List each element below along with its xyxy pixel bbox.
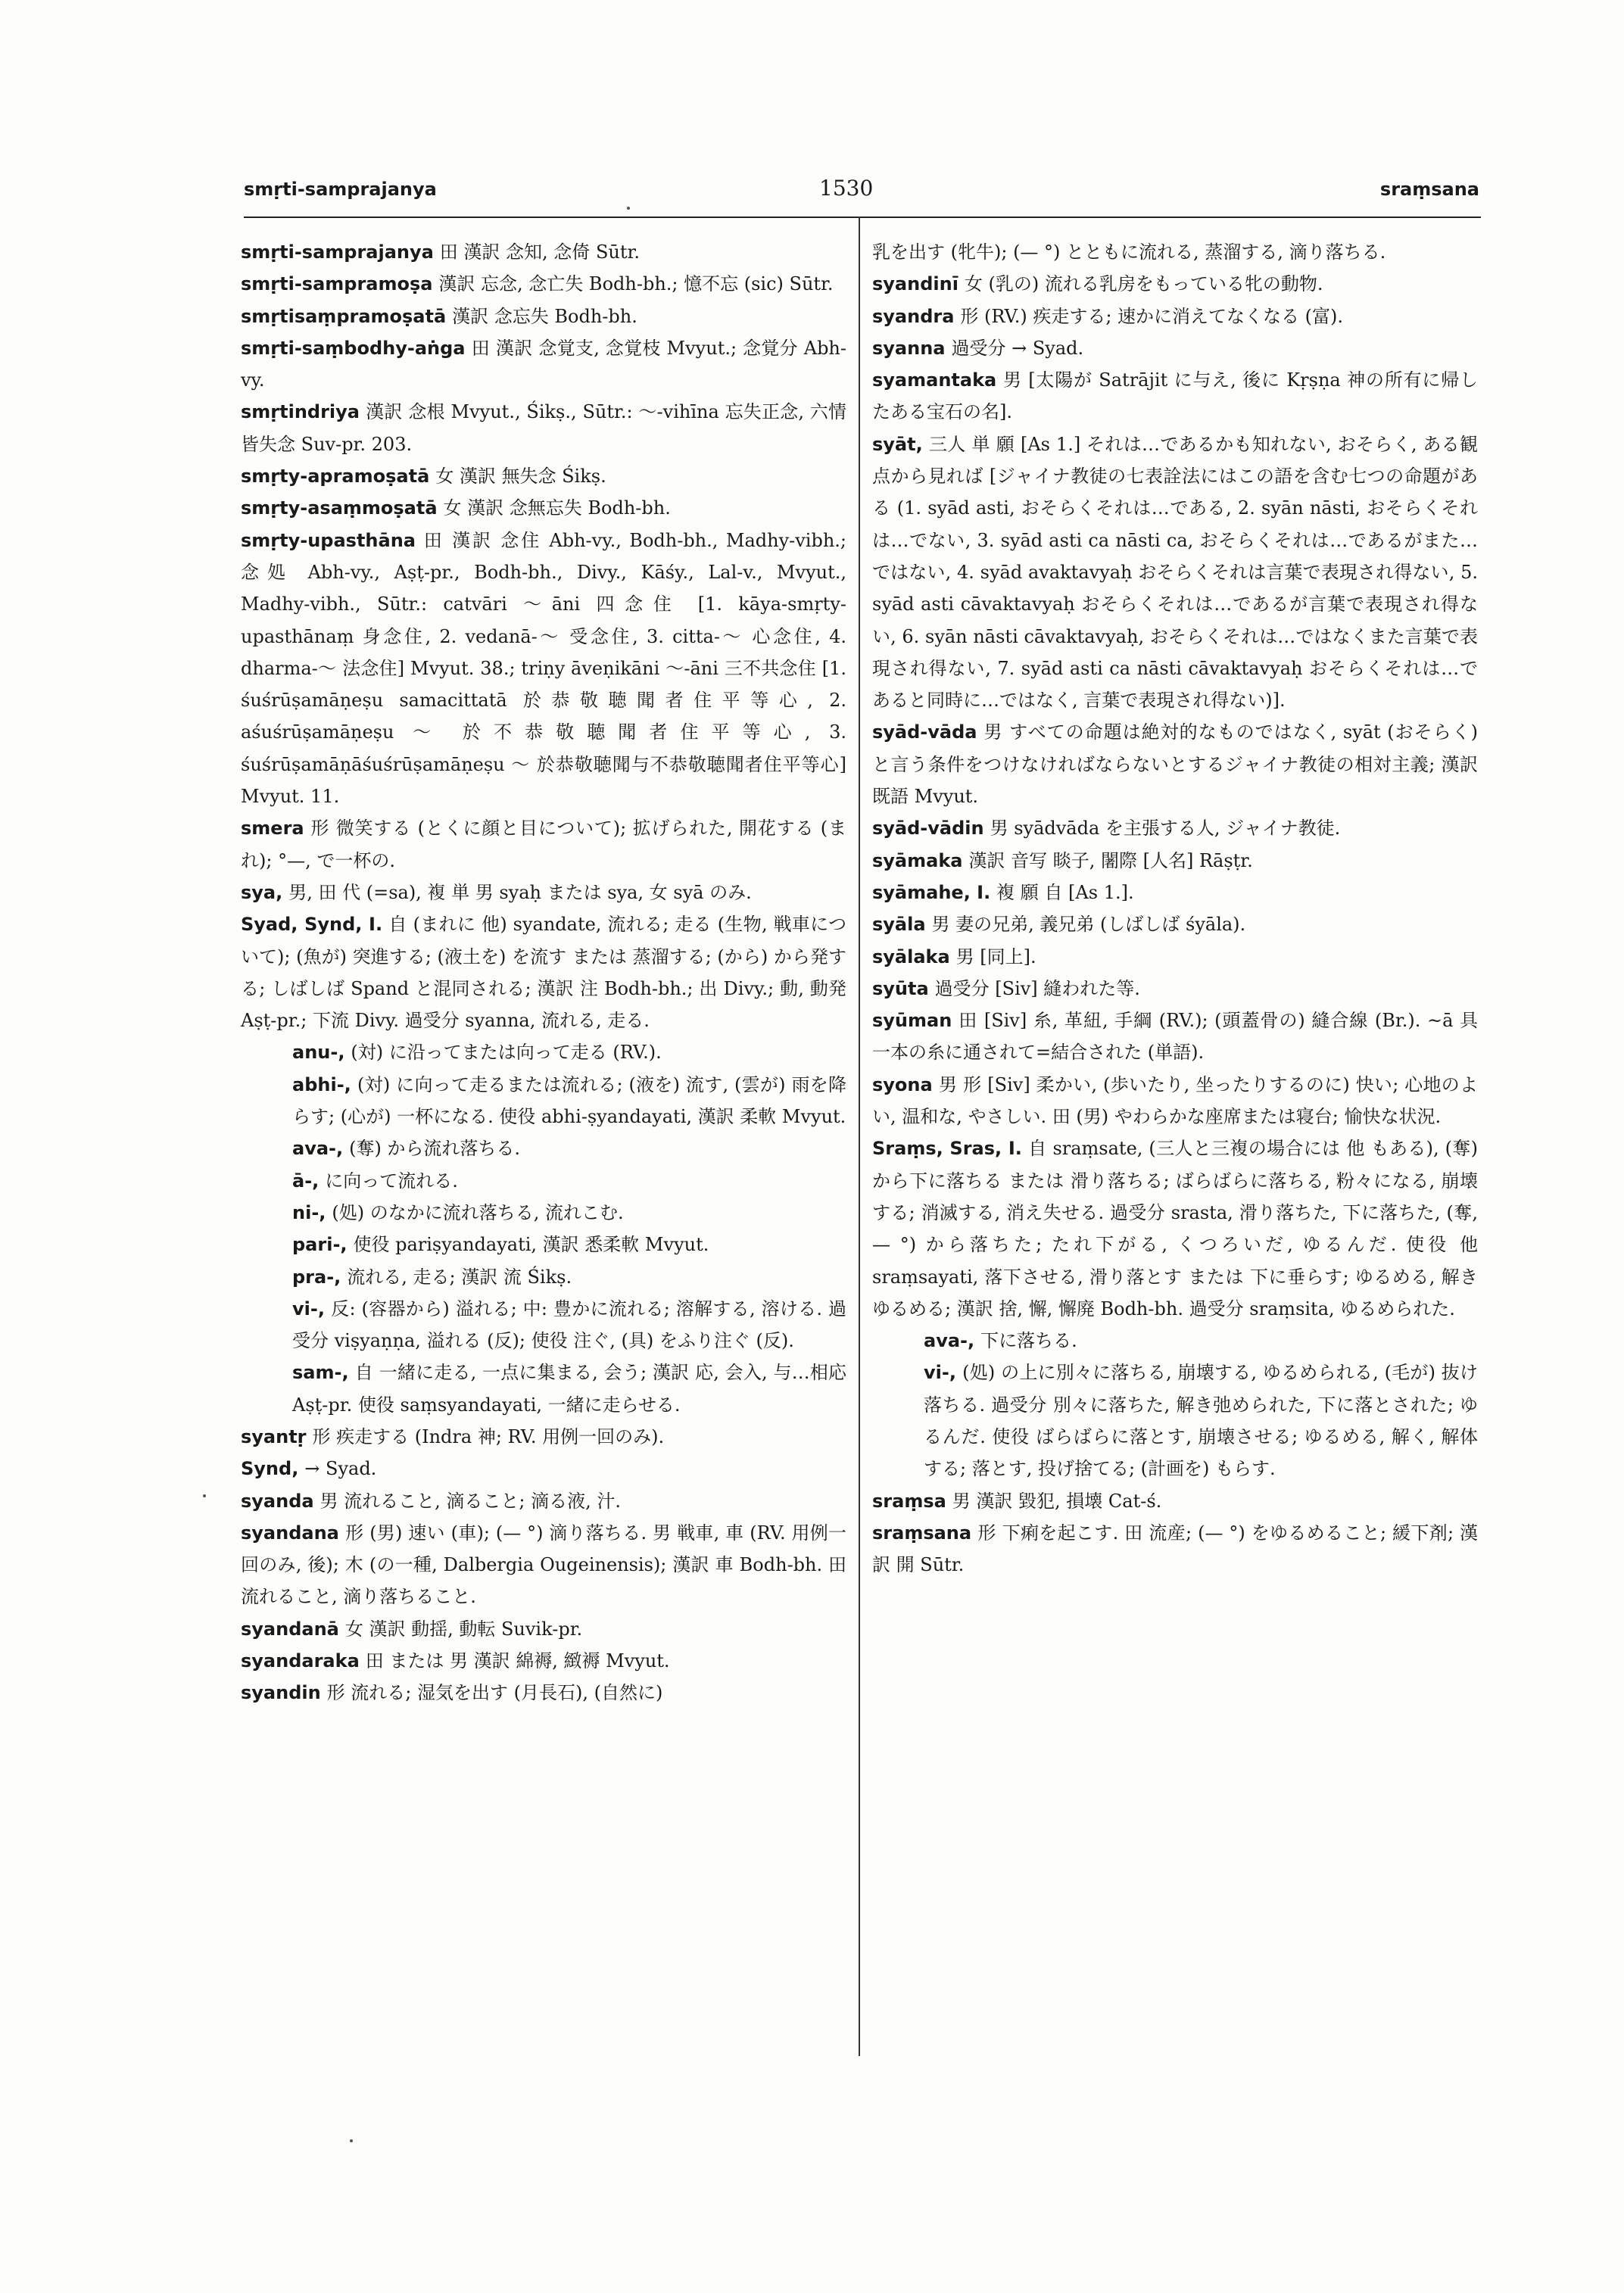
dictionary-entry	[241, 1453, 846, 1485]
dictionary-entry	[872, 845, 1478, 877]
headword: smṛty-apramoṣatā	[241, 466, 430, 488]
entry-definition: 自 (まれに 他) syandate, 流れる; 走る (生物, 戦車について); (魚が) 突進する; (液土を) を流す または 蒸溜する; (から) から発する; しばしば Spand と混同される; 漢訳 注 Bodh-bh.; 出 Divy.; 動, 動発 Aṣṭ-pr.; 下流 Divy. 過受分 syanna, 流れる, 走る.	[241, 914, 846, 1032]
headword: syamantaka	[872, 369, 997, 391]
entry-definition: 女 (乳の) 流れる乳房をもっている牝の動物.	[964, 273, 1323, 295]
entry-definition: 女 漢訳 念無忘失 Bodh-bh.	[443, 497, 671, 519]
headword: sraṃsana	[872, 1522, 972, 1544]
entry-definition: 形 微笑する (とくに顔と目について); 拡げられた, 開花する (まれ); °—, で一杯の.	[241, 818, 846, 871]
entry-definition: (対) に沿ってまたは向って走る (RV.).	[351, 1042, 662, 1064]
entry-definition: 自 sraṃsate, (三人と三複の場合には 他 もある), (奪) から下に落ちる または 滑り落ちる; ばらばらに落ちる, 粉々になる, 崩壊する; 消滅する, 消え失せる. 過受分 srasta, 滑り落ちた, 下に落ちた, (奪, — °) から落ちた; たれ下がる, くつろいだ, ゆるんだ. 使役 他 sraṃsayati, 落下させる, 滑り落とす または 下に垂らす; ゆるめる, 解きゆるめる; 漢訳 捨, 懈, 懈廃 Bodh-bh. 過受分 sraṃsita, ゆるめられた.	[872, 1138, 1478, 1319]
entry-definition: に向って流れる.	[325, 1170, 458, 1192]
dictionary-entry	[241, 1421, 846, 1453]
entry-definition: 男 [太陽が Satrājit に与え, 後に Kṛṣṇa 神の所有に帰したある宝石の名].	[872, 369, 1479, 423]
dictionary-entry	[241, 1613, 846, 1645]
dictionary-subentry	[872, 1357, 1478, 1485]
headword: syāmaka	[872, 849, 963, 871]
dictionary-entry	[241, 492, 846, 524]
dictionary-subentry	[872, 1325, 1478, 1357]
entry-definition: (奪) から流れ落ちる.	[349, 1138, 521, 1160]
headword: syandanā	[241, 1618, 339, 1640]
entry-definition: 女 漢訳 無失念 Śikṣ.	[435, 466, 606, 488]
dictionary-entry	[872, 332, 1478, 364]
entry-definition: 男, 田 代 (=sa), 複 単 男 syaḥ または sya, 女 syā のみ.	[288, 881, 752, 903]
running-head-left: smṛti-samprajanya	[244, 179, 437, 200]
entry-definition: 形 流れる; 湿気を出す (月長石), (自然に)	[326, 1682, 663, 1704]
headword: syālaka	[872, 946, 950, 967]
entry-definition: (処) の上に別々に落ちる, 崩壊する, ゆるめられる, (毛が) 抜け落ちる. 過受分 別々に落ちた, 解き弛められた, 下に落とされた; ゆるんだ. 使役 ばらばらに落とす, 崩壊させる; ゆるめる, 解く, 解体する; 落とす, 投げ捨てる; (計画を) もらす.	[924, 1362, 1479, 1480]
headword: syantṛ	[241, 1425, 307, 1447]
dictionary-entry	[872, 1069, 1478, 1133]
dictionary-entry	[241, 1677, 846, 1709]
headword: syandaraka	[241, 1650, 360, 1672]
headword: smṛtisaṃpramoṣatā	[241, 305, 447, 327]
dictionary-entry	[241, 236, 846, 268]
headword: smṛty-asaṃmoṣatā	[241, 497, 438, 519]
entry-definition: 田 または 男 漢訳 綿褥, 緻褥 Mvyut.	[365, 1650, 670, 1672]
dictionary-subentry	[241, 1069, 846, 1133]
entry-definition: 形 下痢を起こす. 田 流産; (— °) をゆるめること; 緩下剤; 漢訳 開 Sūtr.	[872, 1522, 1478, 1576]
dictionary-entry	[241, 396, 846, 460]
dictionary-entry	[872, 973, 1478, 1005]
entry-definition: 形 (RV.) 疾走する; 速かに消えてなくなる (富).	[960, 305, 1344, 327]
headword: ā-,	[292, 1170, 320, 1192]
headword: smṛti-saṃbodhy-aṅga	[241, 337, 466, 359]
scan-speck	[350, 2139, 353, 2142]
headword: vi-,	[292, 1298, 325, 1319]
dictionary-subentry	[241, 1229, 846, 1260]
entry-definition: 三人 単 願 [As 1.] それは…であるかも知れない, おそらく, ある観点から見れば [ジャイナ教徒の七表詮法にはこの語を含む七つの命題がある (1. syād asti, おそらくそれは…である, 2. syān nāsti, おそらくそれは…でない, 3. syād asti ca nāsti ca, おそらくそれは…であるがまた…ではない, 4. syād avaktavyaḥ おそらくそれは言葉で表現され得ない, 5. syād asti cāvaktavyaḥ おそらくそれは…であるが言葉で表現され得ない, 6. syān nāsti cāvaktavyaḥ, おそらくそれは…ではなくまた言葉で表現され得ない, 7. syād asti ca nāsti cāvaktavyaḥ おそらくそれは…であると同時に…ではなく, 言葉で表現され得ない)].	[872, 433, 1478, 712]
headword: smṛti-samprajanya	[241, 241, 434, 263]
headword: Sraṃs, Sras, I.	[872, 1138, 1022, 1160]
entry-definition: 男 [同上].	[955, 946, 1036, 967]
dictionary-entry	[872, 877, 1478, 908]
headword: syandin	[241, 1682, 321, 1704]
entry-definition: 男 妻の兄弟, 義兄弟 (しばしば śyāla).	[931, 914, 1246, 936]
headword: syanda	[241, 1490, 314, 1512]
entry-definition: (処) のなかに流れ落ちる, 流れこむ.	[332, 1201, 624, 1223]
entry-definition: 男 漢訳 毀犯, 損壊 Cat-ś.	[952, 1490, 1162, 1512]
scan-speck	[203, 1494, 206, 1497]
entry-definition: 男 syādvāda を主張する人, ジャイナ教徒.	[990, 818, 1341, 840]
dictionary-entry	[241, 877, 846, 908]
dictionary-entry	[872, 268, 1478, 300]
right-column	[872, 236, 1478, 1581]
entry-definition: 田 漢訳 念知, 念倚 Sūtr.	[439, 241, 640, 263]
dictionary-entry	[241, 1517, 846, 1613]
dictionary-subentry	[241, 1132, 846, 1164]
headword: syandra	[872, 305, 955, 327]
entry-definition: 複 願 自 [As 1.].	[996, 881, 1134, 903]
dictionary-subentry	[241, 1293, 846, 1357]
dictionary-entry	[241, 460, 846, 492]
entry-definition: 自 一緒に走る, 一点に集まる, 会う; 漢訳 応, 会入, 与…相応 Aṣṭ-pr. 使役 saṃsyandayati, 一緒に走らせる.	[292, 1362, 846, 1416]
headword: abhi-,	[292, 1073, 351, 1095]
headword: smṛtindriya	[241, 401, 360, 423]
entry-definition: 田 [Siv] 糸, 革紐, 手綱 (RV.); (頭蓋骨の) 縫合線 (Br.). ~ā 具 一本の糸に通されて=結合された (単語).	[872, 1010, 1479, 1064]
headword: ava-,	[292, 1138, 344, 1160]
dictionary-entry	[872, 364, 1478, 428]
headword: syona	[872, 1073, 933, 1095]
dictionary-entry	[872, 1517, 1478, 1581]
entry-definition: 過受分 [Siv] 縫われた等.	[934, 977, 1140, 999]
entry-definition: 女 漢訳 動揺, 動転 Suvik-pr.	[344, 1618, 583, 1640]
entry-definition: 形 (男) 速い (車); (— °) 滴り落ちる. 男 戦車, 車 (RV. 用例一回のみ, 後); 木 (の一種, Dalbergia Ougeinensis); 漢訳 車 Bodh-bh. 田 流れること, 滴り落ちること.	[241, 1522, 846, 1608]
headword: ni-,	[292, 1201, 326, 1223]
header-rule	[244, 217, 1481, 218]
entry-definition: → Syad.	[304, 1458, 377, 1480]
dictionary-entry	[872, 1132, 1478, 1325]
entry-definition: 形 疾走する (Indra 神; RV. 用例一回のみ).	[312, 1425, 665, 1447]
dictionary-subentry	[241, 1197, 846, 1229]
headword: syād-vāda	[872, 721, 977, 743]
dictionary-subentry	[241, 1357, 846, 1421]
dictionary-entry	[241, 268, 846, 300]
entry-definition: 使役 pariṣyandayati, 漢訳 悉柔軟 Mvyut.	[353, 1234, 709, 1256]
dictionary-entry	[241, 812, 846, 877]
headword: syūta	[872, 977, 929, 999]
entry-definition: 流れる, 走る; 漢訳 流 Śikṣ.	[347, 1266, 572, 1288]
headword: syūman	[872, 1010, 952, 1032]
dictionary-entry	[241, 332, 846, 397]
headword: anu-,	[292, 1042, 345, 1064]
entry-definition: 男 すべての命題は絶対的なものではなく, syāt (おそらく) と言う条件をつけなければならないとするジャイナ教徒の相対主義; 漢訳 既語 Mvyut.	[872, 721, 1478, 808]
entry-definition: 田 漢訳 念覚支, 念覚枝 Mvyut.; 念覚分 Abh-vy.	[241, 337, 846, 391]
headword: Synd,	[241, 1458, 299, 1480]
dictionary-entry	[872, 812, 1478, 844]
dictionary-entry	[241, 301, 846, 332]
column-divider	[859, 217, 860, 2056]
headword: syād-vādin	[872, 818, 984, 840]
headword: sraṃsa	[872, 1490, 946, 1512]
dictionary-entry	[872, 941, 1478, 973]
headword: sam-,	[292, 1362, 349, 1384]
headword: smera	[241, 818, 304, 840]
headword: Syad, Synd, I.	[241, 914, 383, 936]
dictionary-entry	[241, 908, 846, 1036]
dictionary-entry	[872, 301, 1478, 332]
dictionary-entry	[241, 1645, 846, 1677]
dictionary-entry	[872, 1005, 1478, 1069]
dictionary-entry	[872, 236, 1478, 268]
entry-definition: 男 流れること, 滴ること; 滴る液, 汁.	[320, 1490, 622, 1512]
left-column	[241, 236, 846, 1709]
headword: vi-,	[924, 1362, 956, 1384]
running-head-right: sraṃsana	[1379, 179, 1479, 200]
entry-definition: 漢訳 音写 睒子, 闍際 [人名] Rāṣṭr.	[968, 849, 1253, 871]
dictionary-entry	[241, 1485, 846, 1517]
dictionary-entry	[872, 428, 1478, 717]
entry-definition: 反: (容器から) 溢れる; 中: 豊かに流れる; 溶解する, 溶ける. 過受分 viṣyaṇṇa, 溢れる (反); 使役 注ぐ, (具) をふり注ぐ (反).	[292, 1298, 846, 1352]
entry-definition: 下に落ちる.	[980, 1330, 1077, 1352]
headword: syāmahe, I.	[872, 881, 991, 903]
entry-definition: 漢訳 念忘失 Bodh-bh.	[452, 305, 637, 327]
scan-speck	[627, 207, 630, 210]
headword: syandana	[241, 1522, 339, 1544]
entry-definition: 漢訳 忘念, 念亡失 Bodh-bh.; 憶不忘 (sic) Sūtr.	[438, 273, 834, 295]
dictionary-subentry	[241, 1165, 846, 1197]
dictionary-subentry	[241, 1036, 846, 1068]
entry-definition: 田 漢訳 念住 Abh-vy., Bodh-bh., Madhy-vibh.; 念処 Abh-vy., Aṣṭ-pr., Bodh-bh., Divy., Kāśy., Lal-v., Mvyut., Madhy-vibh., Sūtr.: catvāri ～āni 四念住 [1. kāya-smṛty-upasthānaṃ 身念住, 2. vedanā-～ 受念住, 3. citta-～ 心念住, 4. dharma-～ 法念住] Mvyut. 38.; triṇy āveṇikāni ～-āni 三不共念住 [1. śuśrūṣamāṇeṣu samacittatā 於恭敬聴聞者住平等心, 2. aśuśrūṣamāṇeṣu ～ 於不恭敬聴聞者住平等心, 3. śuśrūṣamāṇāśuśrūṣamāṇeṣu ～ 於恭敬聴聞与不恭敬聴聞者住平等心] Mvyut. 11.	[241, 529, 847, 808]
entry-definition: 過受分 → Syad.	[951, 337, 1084, 359]
headword: syandinī	[872, 273, 959, 295]
dictionary-entry	[241, 525, 846, 813]
entry-definition: (対) に向って走るまたは流れる; (液を) 流す, (雲が) 雨を降らす; (心が) 一杯になる. 使役 abhi-ṣyandayati, 漢訳 柔軟 Mvyut.	[292, 1073, 846, 1128]
dictionary-entry	[872, 716, 1478, 812]
entry-definition: 男 形 [Siv] 柔かい, (歩いたり, 坐ったりするのに) 快い; 心地のよい, 温和な, やさしい. 田 (男) やわらかな座席または寝台; 愉快な状況.	[872, 1073, 1479, 1128]
headword: pra-,	[292, 1266, 341, 1288]
headword: syāla	[872, 914, 926, 936]
headword: smṛty-upasthāna	[241, 529, 416, 551]
headword: syanna	[872, 337, 946, 359]
page-number: 1530	[819, 176, 874, 201]
dictionary-entry	[872, 908, 1478, 940]
headword: syāt,	[872, 433, 923, 455]
dictionary-subentry	[241, 1261, 846, 1293]
headword: sya,	[241, 881, 283, 903]
dictionary-entry	[872, 1485, 1478, 1517]
entry-definition: 乳を出す (牝牛); (— °) とともに流れる, 蒸溜する, 滴り落ちる.	[872, 241, 1386, 263]
headword: pari-,	[292, 1234, 348, 1256]
page-header	[244, 176, 1479, 206]
headword: smṛti-sampramoṣa	[241, 273, 433, 295]
entry-definition: 漢訳 念根 Mvyut., Śikṣ., Sūtr.: ～-vihīna 忘失正念, 六情皆失念 Suv-pr. 203.	[241, 401, 846, 455]
headword: ava-,	[924, 1330, 975, 1352]
